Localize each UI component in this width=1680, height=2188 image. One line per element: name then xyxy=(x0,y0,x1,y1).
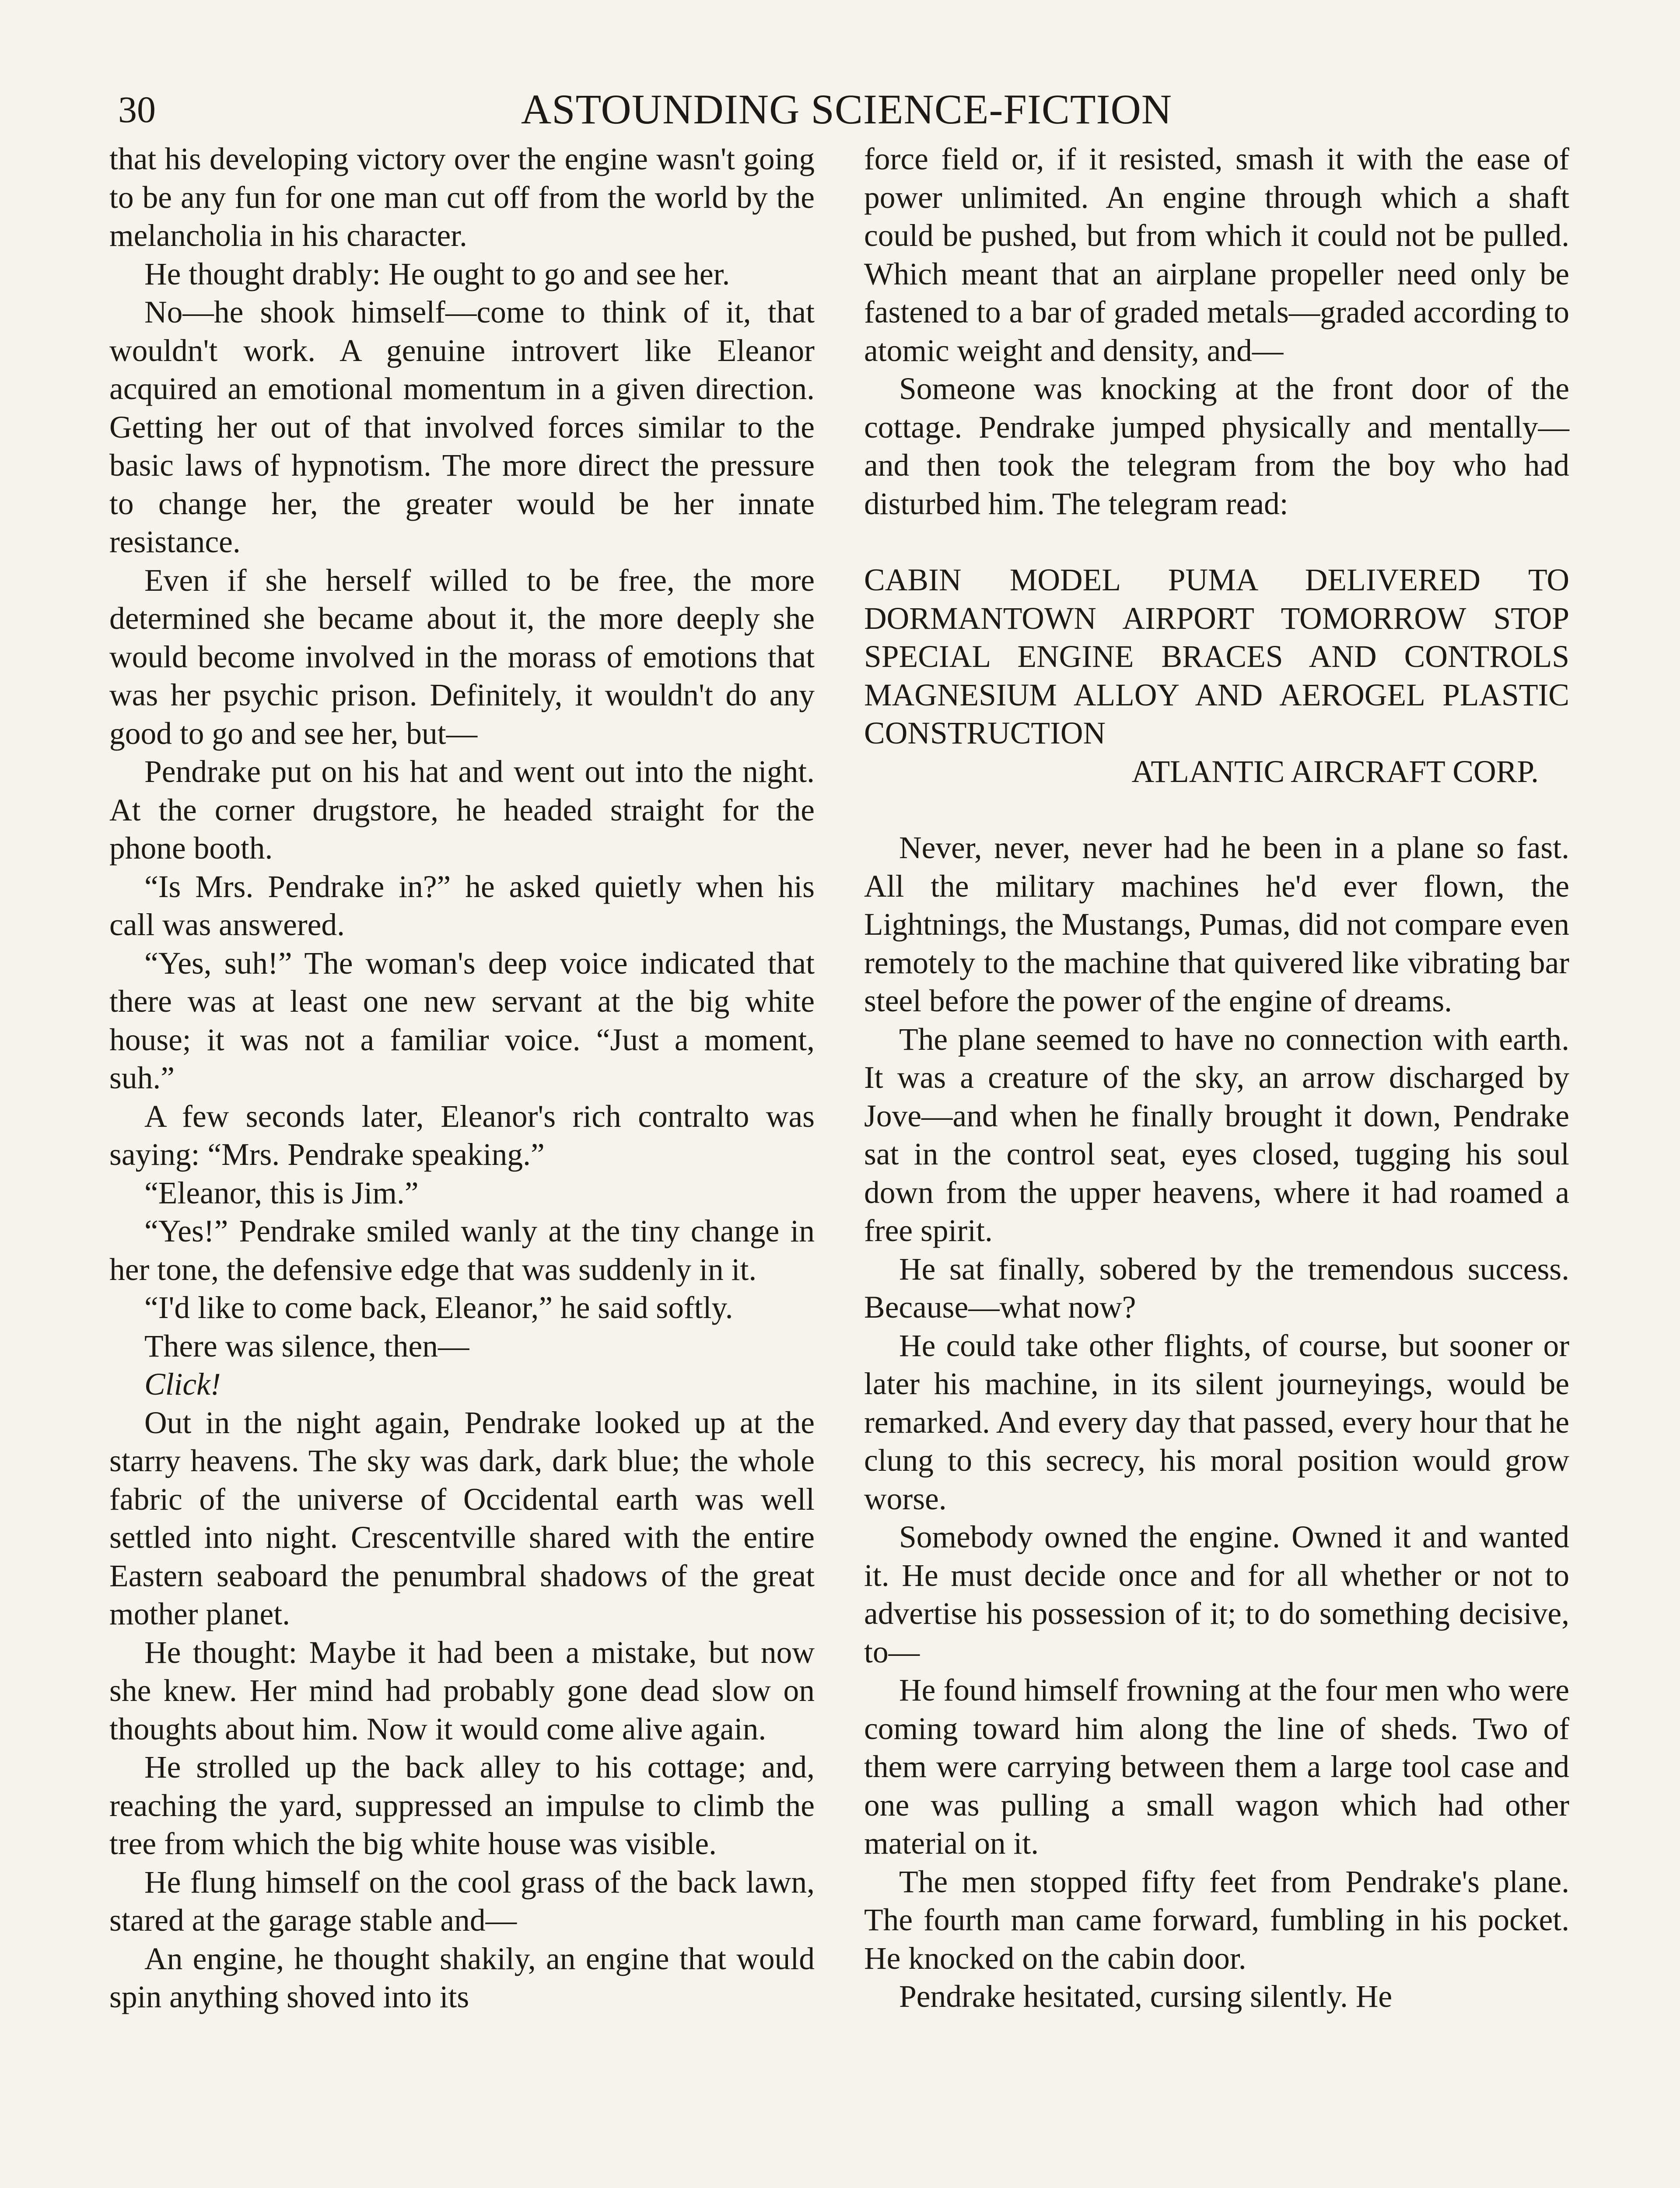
paragraph: The men stopped fifty feet from Pendrake's plane. The fourth man came forward, fumbling in his pocket. He knocked on the cabin door. xyxy=(864,1864,1569,1976)
telegram-text: CABIN MODEL PUMA DELIVERED TO DORMANTOWN AIRPORT TOMORROW STOP SPECIAL ENGINE BRACES AND CONTROLS MAGNESIUM ALLOY AND AEROGEL PLASTIC CONSTRUCTION xyxy=(864,563,1569,750)
paragraph: Even if she herself willed to be free, the more determined she became about it, the more deeply she would become involved in the morass of emotions that was her psychic prison. Definitely, it wouldn't do any good to go and see her, but— xyxy=(109,563,815,751)
paragraph: He strolled up the back alley to his cottage; and, reaching the yard, suppressed an impulse to climb the tree from which the big white house was visible. xyxy=(109,1750,815,1861)
paragraph: He sat finally, sobered by the tremendous success. Because—what now? xyxy=(864,1252,1569,1325)
paragraph: Somebody owned the engine. Owned it and wanted it. He must decide once and for all whether or not to advertise his possession of it; to do something decisive, to— xyxy=(864,1520,1569,1669)
paragraph: The plane seemed to have no connection with earth. It was a creature of the sky, an arrow discharged by Jove—and when he finally brought it down, Pendrake sat in the control seat, eyes closed, tugging his soul down from the upper heavens, where it had roamed a free spirit. xyxy=(864,1022,1569,1248)
paragraph: Pendrake hesitated, cursing silently. He xyxy=(899,1979,1393,2014)
paragraph: “Yes, suh!” The woman's deep voice indicated that there was at least one new servant at the big white house; it was not a familiar voice. “Just a moment, suh.” xyxy=(109,946,815,1095)
page-header xyxy=(118,77,1575,142)
paragraph: An engine, he thought shakily, an engine that would spin anything shoved into its xyxy=(109,1941,815,2014)
paragraph: “I'd like to come back, Eleanor,” he said softly. xyxy=(144,1290,733,1325)
paragraph: A few seconds later, Eleanor's rich contralto was saying: “Mrs. Pendrake speaking.” xyxy=(109,1099,815,1172)
paragraph: Someone was knocking at the front door of the cottage. Pendrake jumped physically and mentally—and then took the telegram from the boy who had disturbed him. The telegram read: xyxy=(864,372,1569,521)
paragraph: He thought drably: He ought to go and see her. xyxy=(144,256,730,291)
paragraph: No—he shook himself—come to think of it, that wouldn't work. A genuine introvert like Eleanor acquired an emotional momentum in a given direction. Getting her out of that involved forces similar to the basic laws of hypnotism. The more direct the pressure to change her, the greater would be her innate resistance. xyxy=(109,295,815,559)
paragraph: force field or, if it resisted, smash it with the ease of power unlimited. An engine through which a shaft could be pushed, but from which it could not be pulled. Which meant that an airplane propeller need only be fastened to a bar of graded metals—graded according to atomic weight and density, and— xyxy=(864,142,1569,368)
paragraph: He found himself frowning at the four men who were coming toward him along the line of sheds. Two of them were carrying between them a large tool case and one was pulling a small wagon which had other material on it. xyxy=(864,1673,1569,1861)
paragraph: He thought: Maybe it had been a mistake, but now she knew. Her mind had probably gone dead slow on thoughts about him. Now it would come alive again. xyxy=(109,1635,815,1746)
magazine-title: ASTOUNDING SCIENCE-FICTION xyxy=(521,86,1172,133)
paragraph: He flung himself on the cool grass of the back lawn, stared at the garage stable and— xyxy=(109,1865,815,1938)
page-number: 30 xyxy=(118,88,156,130)
telegram-signature: ATLANTIC AIRCRAFT CORP. xyxy=(1131,754,1539,789)
paragraph: “Is Mrs. Pendrake in?” he asked quietly when his call was answered. xyxy=(109,869,815,942)
paragraph: Pendrake put on his hat and went out into the night. At the corner drugstore, he headed straight for the phone booth. xyxy=(109,754,815,866)
paragraph: He could take other flights, of course, but sooner or later his machine, in its silent journeyings, would be remarked. And every day that passed, every hour that he clung to this secrecy, his moral position would grow worse. xyxy=(864,1328,1569,1516)
right-column xyxy=(864,140,1569,2016)
paragraph: Out in the night again, Pendrake looked up at the starry heavens. The sky was dark, dark blue; the whole fabric of the universe of Occidental earth was well settled into night. Crescentville shared with the entire Eastern seaboard the penumbral shadows of the great mother planet. xyxy=(109,1405,815,1631)
paragraph: “Eleanor, this is Jim.” xyxy=(144,1175,419,1210)
paragraph: “Yes!” Pendrake smiled wanly at the tiny change in her tone, the defensive edge that was suddenly in it. xyxy=(109,1214,815,1287)
paragraph: that his developing victory over the engine wasn't going to be any fun for one man cut off from the world by the melancholia in his character. xyxy=(109,142,815,253)
left-column xyxy=(109,140,815,2016)
paragraph: Never, never, never had he been in a plane so fast. All the military machines he'd ever flown, the Lightnings, the Mustangs, Pumas, did not compare even remotely to the machine that quivered like vibrating bar steel before the power of the engine of dreams. xyxy=(864,831,1569,1018)
paragraph: There was silence, then— xyxy=(144,1329,469,1364)
paragraph-click: Click! xyxy=(144,1367,221,1402)
